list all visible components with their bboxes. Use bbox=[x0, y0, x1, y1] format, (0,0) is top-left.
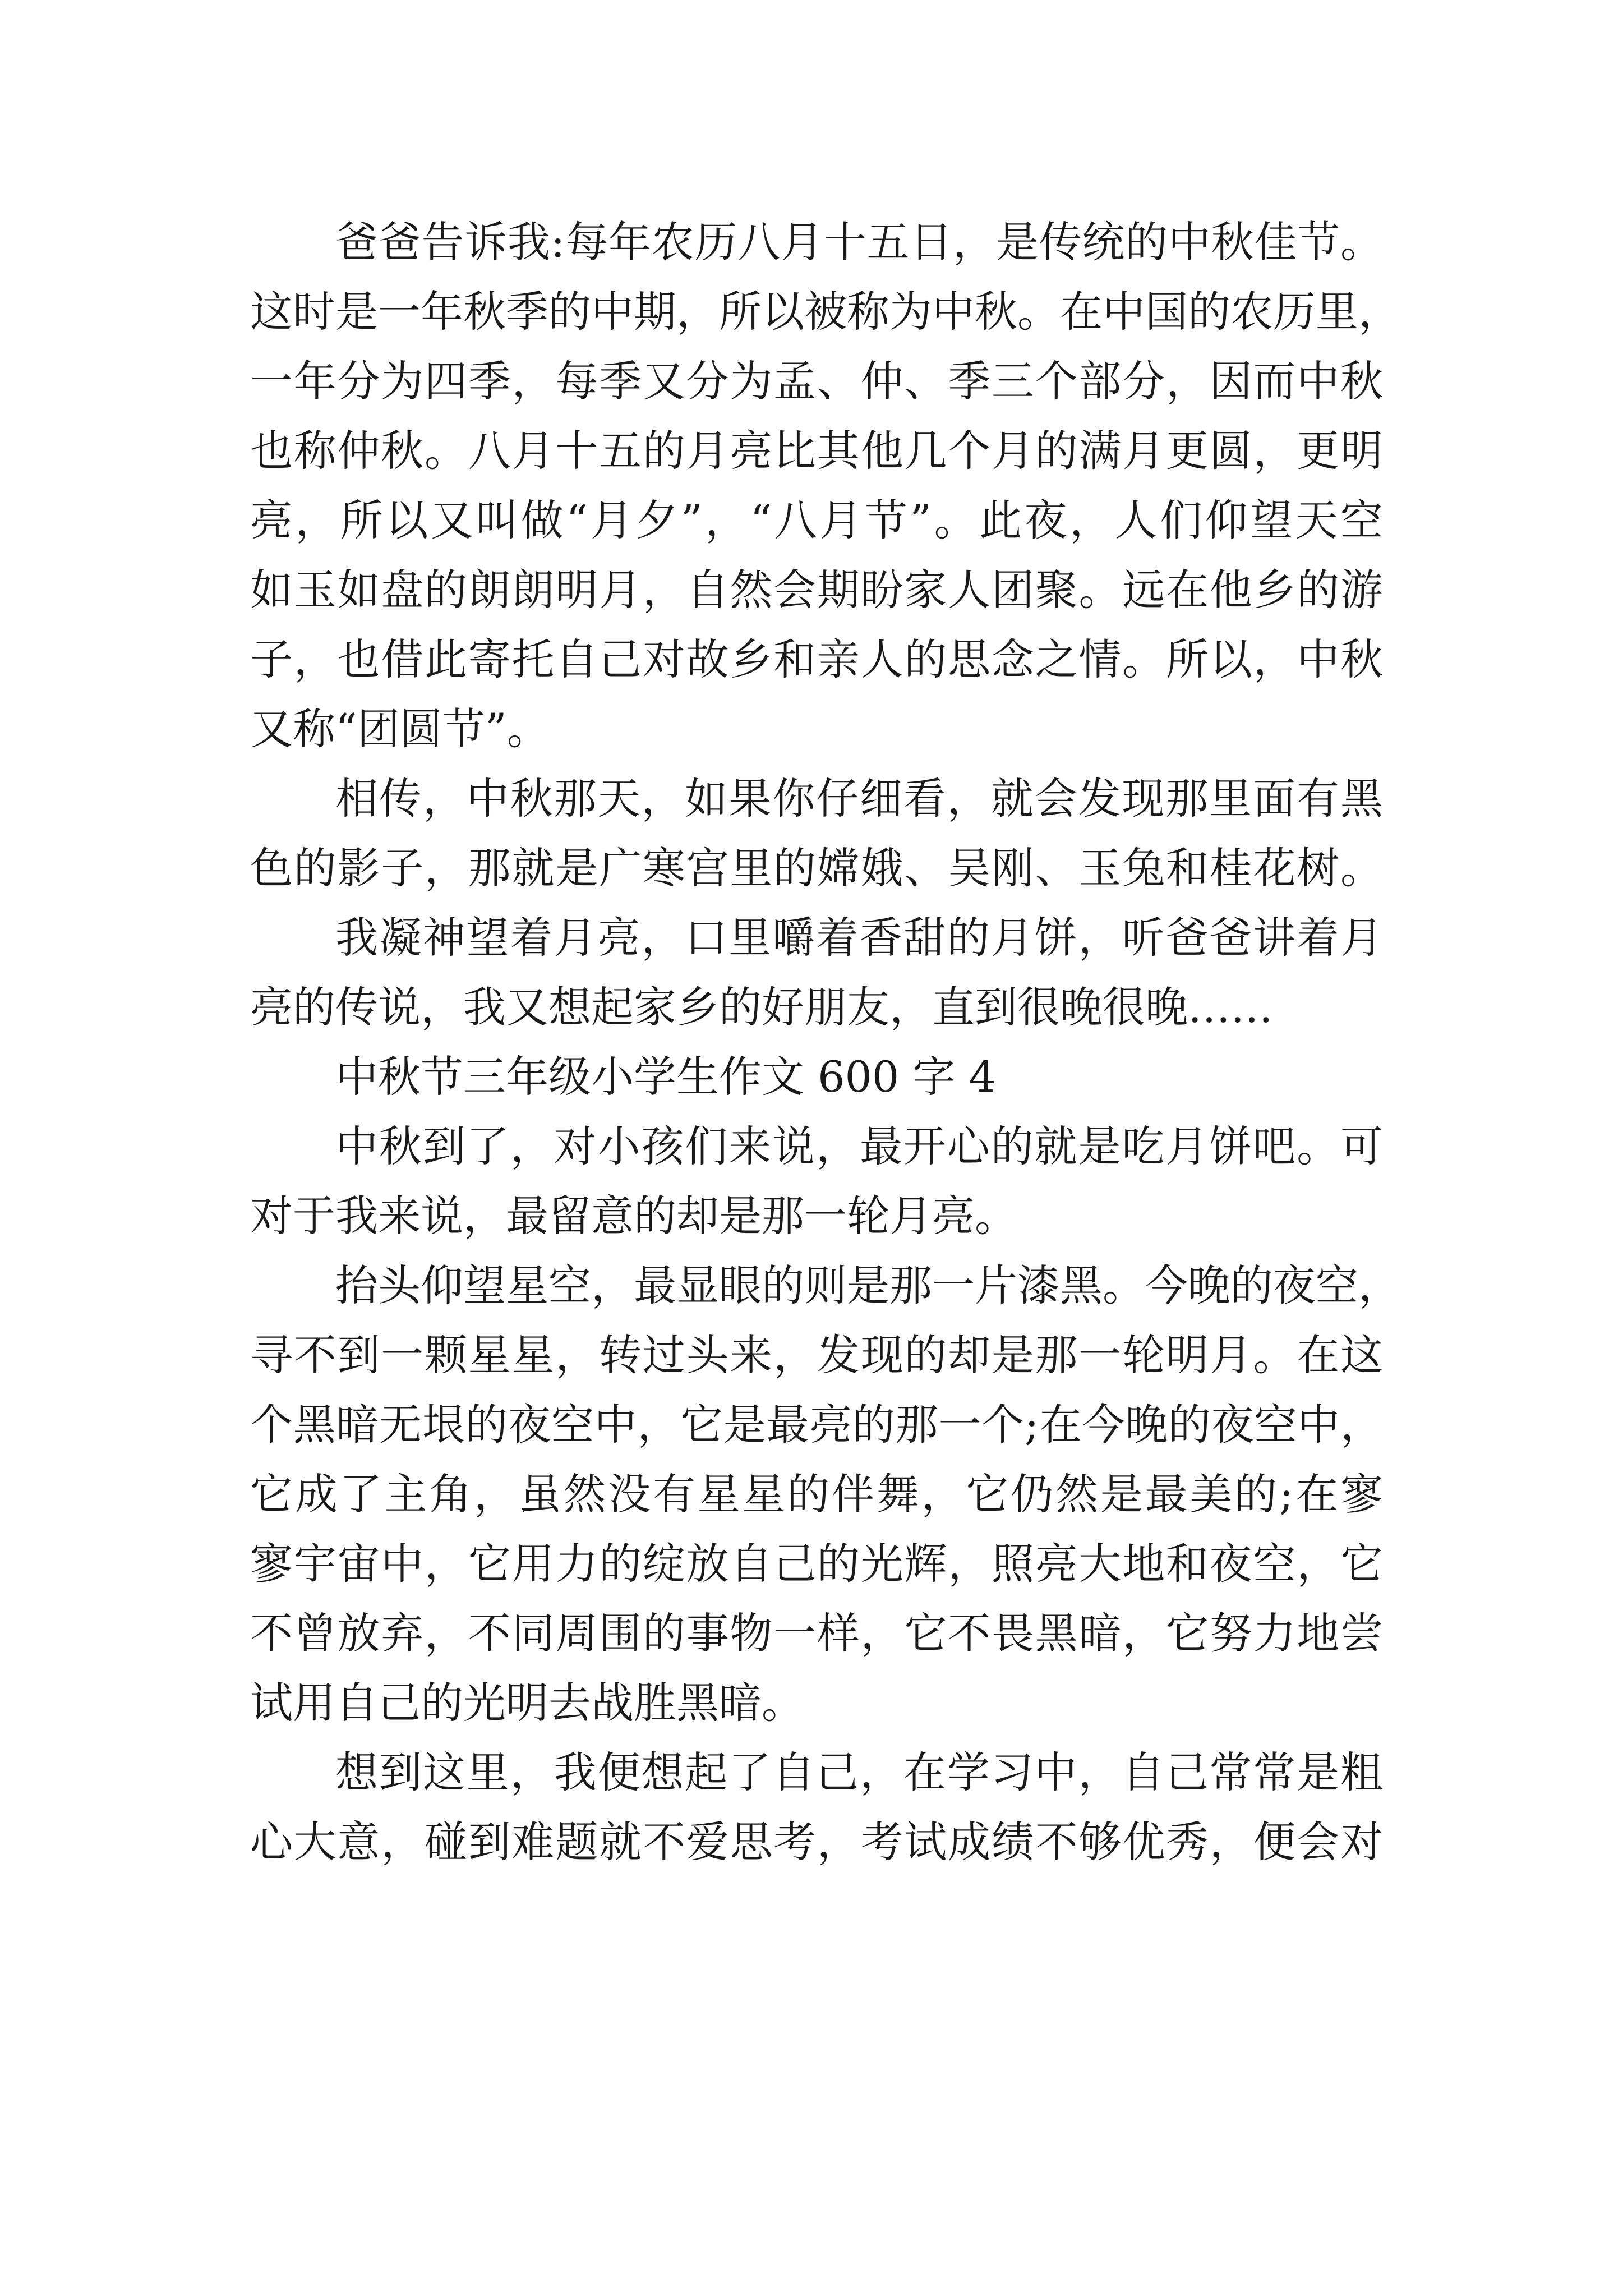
text-line: 子，也借此寄托自己对故乡和亲人的思念之情。所以，中秋 bbox=[250, 634, 1383, 684]
text-line: 试用自己的光明去战胜黑暗。 bbox=[250, 1678, 804, 1728]
text-line: 寥宇宙中，它用力的绽放自己的光辉，照亮大地和夜空，它 bbox=[250, 1539, 1383, 1589]
text-line: 个黑暗无垠的夜空中，它是最亮的那一个;在今晚的夜空中， bbox=[250, 1400, 1383, 1450]
text-line: 也称仲秋。八月十五的月亮比其他几个月的满月更圆，更明 bbox=[250, 426, 1383, 476]
text-line: 如玉如盘的朗朗明月，自然会期盼家人团聚。远在他乡的游 bbox=[250, 565, 1383, 615]
text-line: 想到这里，我便想起了自己，在学习中，自己常常是粗 bbox=[335, 1747, 1383, 1797]
text-line: 爸爸告诉我:每年农历八月十五日，是传统的中秋佳节。 bbox=[335, 217, 1383, 267]
text-line: 亮，所以又叫做“月夕”，“八月节”。此夜，人们仰望天空 bbox=[250, 495, 1383, 545]
text-line: 抬头仰望星空，最显眼的则是那一片漆黑。今晚的夜空， bbox=[335, 1260, 1401, 1310]
text-line: 我凝神望着月亮，口里嚼着香甜的月饼，听爸爸讲着月 bbox=[335, 913, 1383, 963]
text-line: 不曾放弃，不同周围的事物一样，它不畏黑暗，它努力地尝 bbox=[250, 1608, 1383, 1658]
text-line: 一年分为四季，每季又分为孟、仲、季三个部分，因而中秋 bbox=[250, 356, 1383, 406]
text-line: 又称“团圆节”。 bbox=[250, 704, 550, 754]
section-heading: 中秋节三年级小学生作文 600 字 4 bbox=[335, 1052, 996, 1102]
essay-body bbox=[250, 208, 1401, 1877]
text-line: 它成了主角，虽然没有星星的伴舞，它仍然是最美的;在寥 bbox=[250, 1469, 1383, 1519]
text-line: 寻不到一颗星星，转过头来，发现的却是那一轮明月。在这 bbox=[250, 1330, 1383, 1380]
text-line: 这时是一年秋季的中期，所以被称为中秋。在中国的农历里， bbox=[250, 287, 1401, 337]
text-line: 对于我来说，最留意的却是那一轮月亮。 bbox=[250, 1191, 1017, 1241]
text-line: 亮的传说，我又想起家乡的好朋友，直到很晚很晚…… bbox=[250, 982, 1273, 1032]
text-line: 心大意，碰到难题就不爱思考，考试成绩不够优秀，便会对 bbox=[250, 1817, 1383, 1867]
text-line: 相传，中秋那天，如果你仔细看，就会发现那里面有黑 bbox=[335, 774, 1383, 823]
text-line: 中秋到了，对小孩们来说，最开心的就是吃月饼吧。可 bbox=[335, 1121, 1383, 1171]
text-line: 色的影子，那就是广寒宫里的嫦娥、吴刚、玉兔和桂花树。 bbox=[250, 843, 1383, 893]
